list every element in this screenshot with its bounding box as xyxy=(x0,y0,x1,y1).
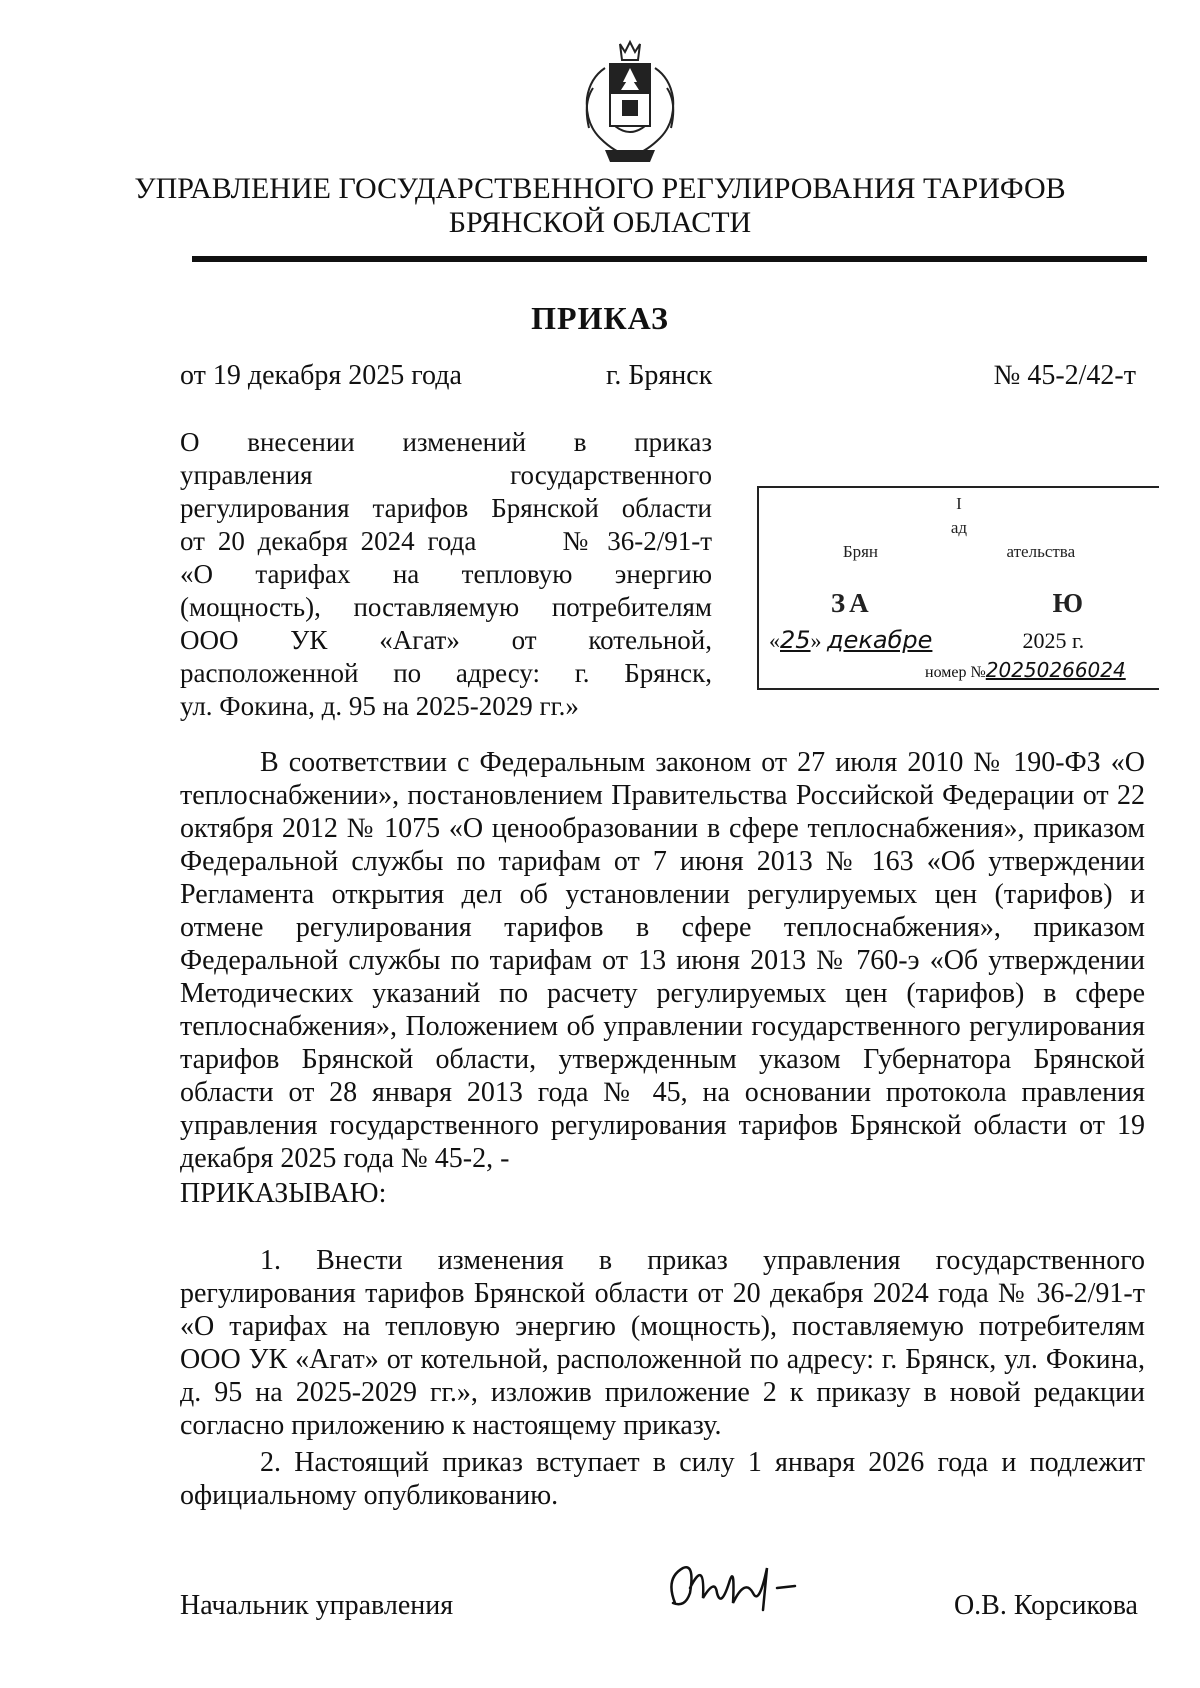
preamble-paragraph: В соответствии с Федеральным законом от 27 июля 2010 № 190-ФЗ «О теплоснабжении», постановлением Правительства Российской Федерации от 22 октября 2012 № 1075 «О ценообразовании в сфере теплоснабжения», приказом Федеральной службы по тарифам от 7 июня 2013 № 163 «Об утверждении Регламента открытия дел об установлении регулируемых цен (тарифов) и отмене регулирования тарифов в сфере теплоснабжения», приказом Федеральной службы по тарифам от 13 июня 2013 № 760-э «Об утверждении Методических указаний по расчету регулируемых цен (тарифов) в сфере теплоснабжения», Положением об управлении государственного регулирования тарифов Брянской области, утвержденным указом Губернатора Брянской области от 28 января 2013 года № 45, на основании протокола правления управления государственного регулирования тарифов Брянской области от 19 декабря 2025 года № 45-2, - xyxy=(180,747,1145,1174)
stamp-day: 25 xyxy=(780,626,811,654)
subject-line: ООО УК «Агат» от котельной, xyxy=(180,625,712,655)
stamp-year-suffix: г. xyxy=(1072,628,1085,653)
document-title: ПРИКАЗ xyxy=(531,300,669,336)
document-city: г. Брянск xyxy=(606,360,713,391)
stamp-registration-number: 20250266024 xyxy=(985,658,1126,682)
subject-line: управления государственного xyxy=(180,460,712,490)
stamp-registration: номер №20250266024 xyxy=(925,658,1126,682)
header-divider xyxy=(192,256,1147,262)
organization-name-line2: БРЯНСКОЙ ОБЛАСТИ xyxy=(448,206,752,239)
order-word: ПРИКАЗЫВАЮ: xyxy=(180,1178,387,1209)
subject-line: ул. Фокина, д. 95 на 2025-2029 гг.» xyxy=(180,691,579,721)
signatory-name: О.В. Корсикова xyxy=(953,1590,1138,1621)
stamp-status: ЗА Ю xyxy=(830,588,1088,618)
stamp-month: декабре xyxy=(827,626,933,654)
document-number: № 45-2/42-т xyxy=(993,360,1136,391)
document-subject xyxy=(180,426,712,723)
subject-line: О внесении изменений в приказ xyxy=(180,427,712,457)
stamp-line: Брян ательства xyxy=(842,542,1076,561)
organization-name-line1: УПРАВЛЕНИЕ ГОСУДАРСТВЕННОГО РЕГУЛИРОВАНИЯ ТАРИФОВ xyxy=(134,172,1066,205)
subject-line: расположенной по адресу: г. Брянск, xyxy=(180,658,712,688)
stamp-year: 2025 xyxy=(1022,628,1067,653)
subject-line: (мощность), поставляемую потребителям xyxy=(180,592,712,622)
stamp-line: I xyxy=(956,494,962,513)
stamp-date: «25» декабре 2025 г. xyxy=(769,626,1085,654)
subject-line: от 20 декабря 2024 года № 36-2/91-т xyxy=(180,526,712,556)
coat-of-arms-icon xyxy=(575,38,685,168)
subject-line: регулирования тарифов Брянской области xyxy=(180,493,712,523)
order-item-2: 2. Настоящий приказ вступает в силу 1 января 2026 года и подлежит официальному опубликованию. xyxy=(180,1447,1145,1511)
handwritten-signature xyxy=(655,1548,820,1628)
document-date: от 19 декабря 2025 года xyxy=(180,360,462,391)
stamp-line: ад xyxy=(950,518,968,537)
signatory-position: Начальник управления xyxy=(180,1590,454,1621)
subject-line: «О тарифах на тепловую энергию xyxy=(180,559,712,589)
order-item-1: 1. Внести изменения в приказ управления государственного регулирования тарифов Брянской области от 20 декабря 2024 года № 36-2/91-т «О тарифах на тепловую энергию (мощность), поставляемую потребителям ООО УК «Агат» от котельной, расположенной по адресу: г. Брянск, ул. Фокина, д. 95 на 2025-2029 гг.», изложив приложение 2 к приказу в новой редакции согласно приложению к настоящему приказу. xyxy=(180,1245,1145,1441)
registration-stamp xyxy=(757,486,1159,690)
